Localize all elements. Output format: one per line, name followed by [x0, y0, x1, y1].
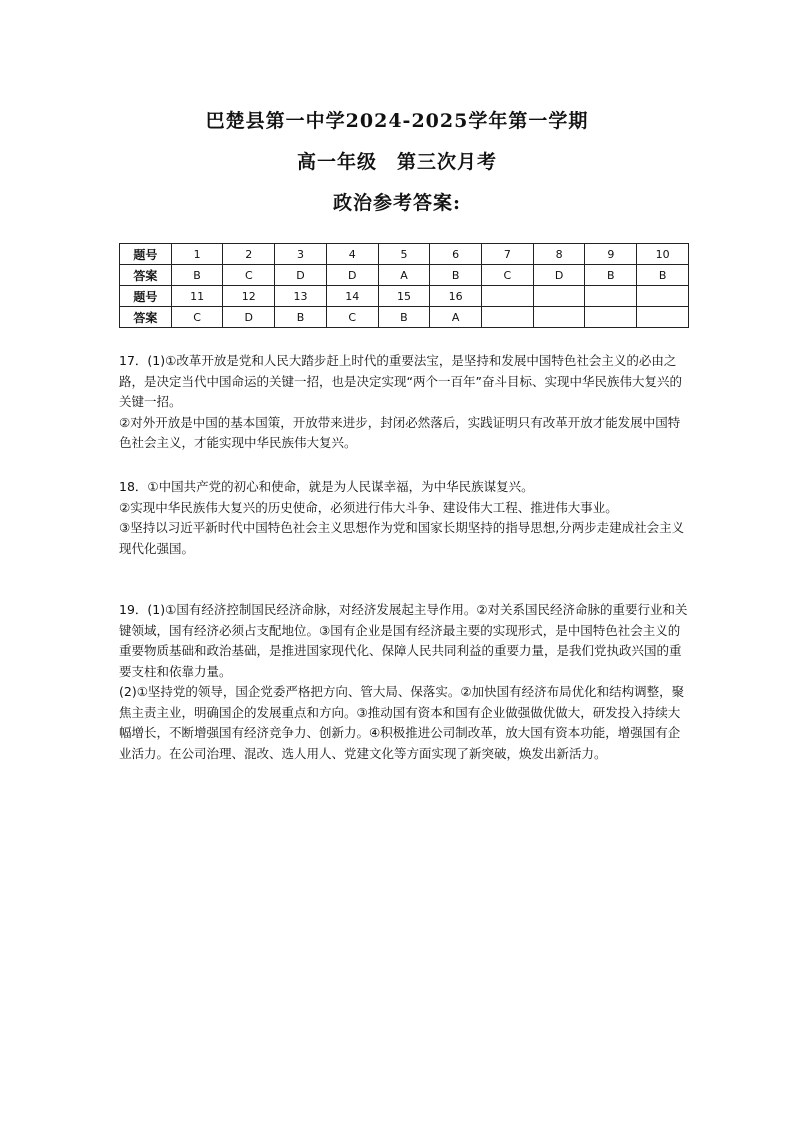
empty-cell	[533, 286, 585, 307]
empty-cell	[482, 286, 534, 307]
paragraph: 17．(1)①改革开放是党和人民大踏步赶上时代的重要法宝，是坚持和发展中国特色社会主义的必由之路，是决定当代中国命运的关键一招，也是决定实现“两个一百年”奋斗目标、实现中华民族伟大复兴的关键一招。	[119, 353, 682, 409]
question-number: 12	[223, 286, 275, 307]
empty-cell	[585, 286, 637, 307]
table-row-numbers-1	[120, 244, 689, 265]
question-number: 14	[326, 286, 378, 307]
empty-cell	[482, 307, 534, 328]
table-row-answers-2	[120, 307, 689, 328]
question-number: 7	[482, 244, 534, 265]
answer-heading: 政治参考答案:	[332, 192, 461, 214]
row-label-question: 题号	[120, 286, 172, 307]
row-label-answer: 答案	[120, 265, 172, 286]
answer-cell: C	[482, 265, 534, 286]
answer-cell: D	[533, 265, 585, 286]
empty-cell	[533, 307, 585, 328]
answer-cell: D	[223, 307, 275, 328]
answer-cell: D	[326, 265, 378, 286]
paragraph: ②实现中华民族伟大复兴的历史使命，必须进行伟大斗争、建设伟大工程、推进伟大事业。	[119, 499, 618, 515]
answer-cell: B	[275, 307, 327, 328]
question-number: 4	[326, 244, 378, 265]
question-18-answer	[119, 477, 689, 559]
question-number: 2	[223, 244, 275, 265]
answer-cell: B	[637, 265, 689, 286]
question-number: 10	[637, 244, 689, 265]
answer-cell: B	[585, 265, 637, 286]
answer-cell: B	[378, 307, 430, 328]
answer-cell: D	[275, 265, 327, 286]
question-number: 13	[275, 286, 327, 307]
answer-cell: A	[378, 265, 430, 286]
answer-cell: C	[223, 265, 275, 286]
empty-cell	[637, 307, 689, 328]
empty-cell	[637, 286, 689, 307]
paragraph: (2)①坚持党的领导，国企党委严格把方向、管大局、保落实。②加快国有经济布局优化和结构调整，聚焦主责主业，明确国企的发展重点和方向。③推动国有资本和国有企业做强做优做大，研发投入持续大幅增长，不断增强国有经济竞争力、创新力。④积极推进公司制改革，放大国有资本功能，增强国有企业活力。在公司治理、混改、选人用人、党建文化等方面实现了新突破，焕发出新活力。	[119, 684, 685, 761]
question-number: 8	[533, 244, 585, 265]
table-row-numbers-2	[120, 286, 689, 307]
question-number: 9	[585, 244, 637, 265]
question-number: 1	[171, 244, 223, 265]
answer-cell: C	[326, 307, 378, 328]
question-number: 11	[171, 286, 223, 307]
answer-cell: A	[430, 307, 482, 328]
question-17-answer	[119, 351, 689, 454]
question-19-answer	[119, 600, 689, 764]
paragraph: 19．(1)①国有经济控制国民经济命脉，对经济发展起主导作用。②对关系国民经济命脉的重要行业和关键领域，国有经济必须占支配地位。③国有企业是国有经济最主要的实现形式，是中国特色社会主义的重要物质基础和政治基础，是推进国家现代化、保障人民共同利益的重要力量，是我们党执政兴国的重要支柱和依靠力量。	[119, 602, 688, 679]
row-label-answer: 答案	[120, 307, 172, 328]
paragraph: ②对外开放是中国的基本国策，开放带来进步，封闭必然落后，实践证明只有改革开放才能发展中国特色社会主义，才能实现中华民族伟大复兴。	[119, 414, 681, 450]
question-number: 5	[378, 244, 430, 265]
answer-cell: B	[430, 265, 482, 286]
paragraph: ③坚持以习近平新时代中国特色社会主义思想作为党和国家长期坚持的指导思想,分两步走建成社会主义现代化强国。	[119, 520, 685, 556]
question-number: 6	[430, 244, 482, 265]
answer-cell: B	[171, 265, 223, 286]
exam-subtitle: 高一年级 第三次月考	[296, 151, 497, 173]
table-row-answers-1	[120, 265, 689, 286]
question-number: 3	[275, 244, 327, 265]
answer-cell: C	[171, 307, 223, 328]
exam-title: 巴楚县第一中学2024-2025学年第一学期	[205, 110, 589, 132]
empty-cell	[585, 307, 637, 328]
question-number: 15	[378, 286, 430, 307]
paragraph: 18．①中国共产党的初心和使命，就是为人民谋幸福，为中华民族谋复兴。	[119, 479, 534, 494]
row-label-question: 题号	[120, 244, 172, 265]
answer-table	[119, 243, 689, 328]
question-number: 16	[430, 286, 482, 307]
